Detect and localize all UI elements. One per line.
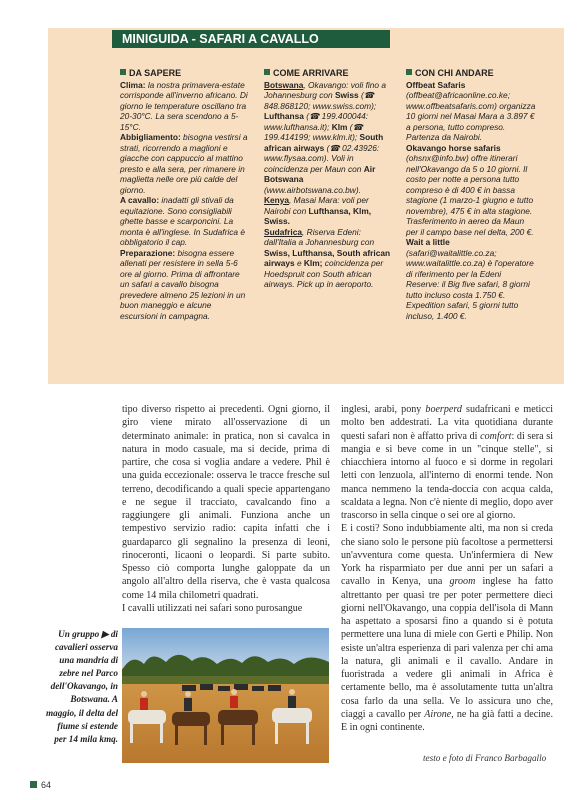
square-bullet-icon bbox=[30, 781, 37, 788]
page-number: 64 bbox=[30, 780, 51, 790]
col-con-chi-andare bbox=[406, 68, 536, 321]
section-heading: CON CHI ANDARE bbox=[406, 68, 536, 79]
col-da-sapere bbox=[120, 68, 248, 321]
safari-photo bbox=[122, 628, 329, 763]
article-column-right bbox=[341, 403, 553, 734]
paragraph: Okavango horse safaris (ohsnx@info.bw) offre itinerari nell'Okavango da 5 o 10 giorni. Il costo per notte a persona tutto compreso è di 400 € in bassa stagione (1 marzo-1 giugno e tutto novembre), 475 € in alta stagione. Trasferimento in aereo da Maun per il campo base nel delta, 200 €. bbox=[406, 142, 534, 237]
paragraph: Botswana, Okavango: voli fino a Johannesburg con Swiss (☎ 848.868120; www.swiss.com); Lufthansa (☎ 199.400044: www.lufthansa.it); Klm (☎ 199.414199; www.klm.it); South african airways (☎ 02.43926: www.flysaa.com). Voli in coincidenza per Maun con Air Botswana (www.airbotswana.co.bw). bbox=[264, 79, 386, 195]
photo-credit: testo e foto di Franco Barbagallo bbox=[423, 753, 547, 763]
paragraph: Wait a little (safari@waitalittle.co.za; www.waitalittle.co.za) è l'operatore di riferimento per la Edeni Reserve: il Big five safari, 8 giorni tutto incluso costa 1.750 €. Expedition safari, 5 giorni tutto incluso, 1.400 €. bbox=[406, 237, 534, 321]
section-heading: DA SAPERE bbox=[120, 68, 248, 79]
photo-caption: Un gruppo ▶ di cavalieri osserva una mandria di zebre nel Parco dell'Okavango, in Botswana. A maggio, il delta del fiume si estende per 14 mila kmq. bbox=[46, 629, 118, 744]
miniguida-title: MINIGUIDA - SAFARI A CAVALLO bbox=[112, 30, 390, 48]
section-heading: COME ARRIVARE bbox=[264, 68, 392, 79]
col-come-arrivare bbox=[264, 68, 392, 290]
paragraph: Clima: la nostra primavera-estate corrisponde all'inverno africano. Di giorno le temperature oscillano tra 20-30°C. La sera scendono a 5-15°C. bbox=[120, 79, 248, 132]
square-bullet-icon bbox=[120, 69, 126, 75]
square-bullet-icon bbox=[406, 69, 412, 75]
paragraph: Offbeat Safaris (offbeat@africaonline.co.ke; www.offbeatsafaris.com) organizza 10 giorni nel Masai Mara a 3.897 € a persona, tutto compreso. Partenza da Nairobi. bbox=[406, 79, 536, 142]
paragraph: inglesi, arabi, pony boerperd sudafricani e meticci molto ben addestrati. La vita quotidiana durante questi safari non è affatto priva di comfort: di sera si mangia e si beve come in un "cinque stelle", si chiacchiera intorno al fuoco e si dorme in regolari letti con lenzuola, all'interno di enormi tende. Non manca nemmeno la tenda-doccia con acqua calda, scaldata a legna. Non c'è niente di meglio, dopo aver trascorso in sella cinque o sei ore al giorno. bbox=[341, 404, 553, 521]
article-column-left bbox=[122, 403, 330, 615]
paragraph: Abbigliamento: bisogna vestirsi a strati, ricorrendo a maglioni e giacche con cappuccio al mattino presto e alla sera, per rimanere in maglietta nelle ore più calde del giorno. bbox=[120, 132, 248, 195]
paragraph: Preparazione: bisogna essere allenati per resistere in sella 5-6 ore al giorno. Prima di affrontare un safari a cavallo bisogna prevedere almeno 25 lezioni in un buon maneggio e alcune escursioni in campagna. bbox=[120, 247, 246, 321]
paragraph: A cavallo: inadatti gli stivali da equitazione. Sono consigliabili ghette basse e scarponcini. La monta è all'inglese. In Sudafrica è obbligatorio il cap. bbox=[120, 195, 245, 247]
paragraph: E i costi? Sono indubbiamente alti, ma non si creda che siano solo le persone più facoltose a permettersi un'avventura come questa. Un'infermiera di New York ha risparmiato per due anni per un safari a cavallo in Kenya, una groom inglese ha fatto altrettanto per quasi tre per poter permettere dieci giorni nell'Okavango, una coppia dell'isola di Mann ha aspettato a sposarsi fino a quando si è potuta permettere una luna di miele con Gerti e Philip. Non esiste un'altra esperienza di pari valenza per chi ama la natura, gli animali e il cavallo. Andare in fuoristrada a vedere gli animali in Africa è certamente bello, ma è assolutamente tutta un'altra cosa farlo da una sella. Ve lo assicura uno che, ciaggi a cavallo per Airone, ne ha già fatti a decine. E in ogni continente. bbox=[341, 523, 553, 733]
paragraph: I cavalli utilizzati nei safari sono purosangue bbox=[122, 602, 303, 614]
paragraph: Kenya, Masai Mara: voli per Nairobi con Lufthansa, Klm, Swiss. bbox=[264, 195, 372, 226]
square-bullet-icon bbox=[264, 69, 270, 75]
paragraph: tipo diverso rispetto ai precedenti. Ogni giorno, il giro viene mirato all'osservazione di un determinato animale: in pratica, non si cavalca in natura in modo casuale, ma si decide, prima di partire, che cosa si voglia andare a vedere. Phil è una guida eccezionale: osserva le tracce fresche sul terreno, decodificando a quali specie appartengano e ne segue il tracciato, cavalcando fino a raggiungere gli animali. Funziona anche un tempestivo servizio radio: capita infatti che i guardaparco gli segnalino la presenza di leoni, rinoceronti, licaoni o leopardi. Si parte subito. Spesso ciò comporta lunghe galoppate da un angolo all'altro della riserva, che è vasta qualcosa come 14 mila chilometri quadrati. bbox=[122, 404, 330, 601]
paragraph: Sudafrica, Riserva Edeni: dall'Italia a Johannesburg con Swiss, Lufthansa, South african airways e Klm; coincidenza per Hoedspruit con South african airways. Pick up in aeroporto. bbox=[264, 226, 391, 289]
